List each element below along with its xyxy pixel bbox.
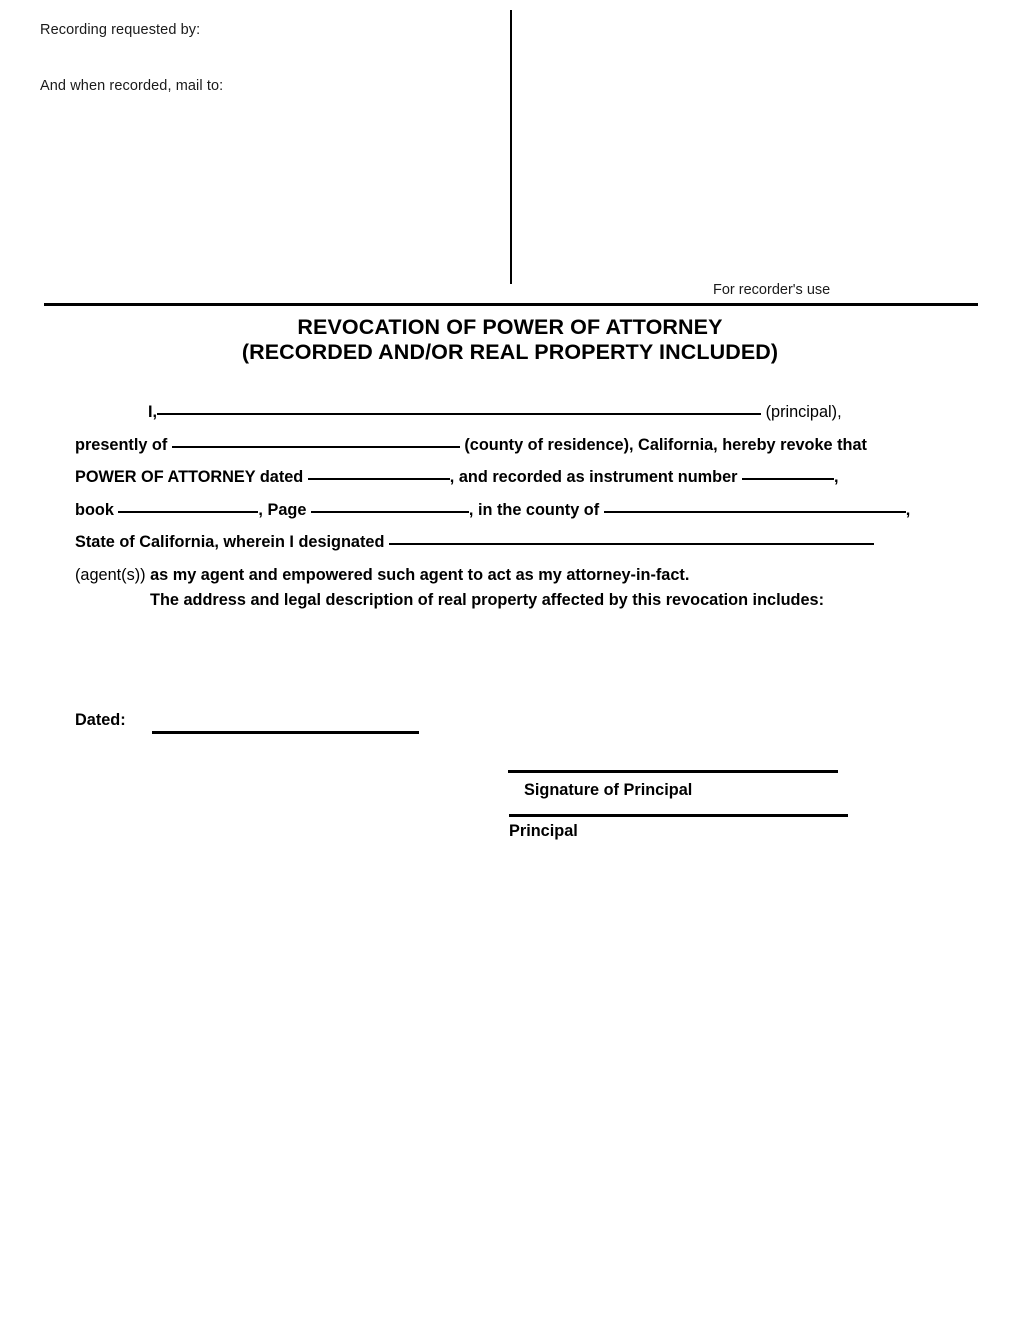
body-line-designated [75, 526, 955, 559]
body-lead-book: book [75, 500, 114, 519]
signature-of-principal-caption: Signature of Principal [524, 781, 693, 799]
document-title-line-1: REVOCATION OF POWER OF ATTORNEY [297, 315, 723, 339]
instrument-number-fill-line[interactable] [742, 464, 834, 480]
header-separator-rule [44, 303, 978, 306]
body-lead-poa-dated: POWER OF ATTORNEY dated [75, 468, 304, 486]
principal-caption: Principal [509, 822, 578, 840]
page-fill-line[interactable] [311, 497, 469, 513]
body-residence-suffix: (county of residence), California, hereby revoke that [464, 435, 867, 454]
body-lead-presently-of: presently of [75, 435, 168, 454]
body-line3-comma: , [834, 468, 839, 486]
recording-requested-by-label: Recording requested by: [40, 22, 201, 38]
recorder-column-divider [510, 10, 512, 284]
body-line-book-page [75, 494, 955, 527]
dated-label: Dated: [75, 711, 126, 729]
principal-name-fill-line[interactable] [157, 399, 761, 415]
body-line-poa-dated [75, 461, 955, 494]
body-line-agents [75, 559, 955, 592]
poa-date-fill-line[interactable] [308, 464, 450, 480]
body-lead-state-designated: State of California, wherein I designated [75, 533, 385, 551]
for-recorders-use-label: For recorder's use [713, 282, 831, 298]
book-fill-line[interactable] [118, 497, 258, 513]
principal-name-print-fill-line[interactable] [509, 814, 848, 817]
recorder-header-block [0, 0, 1020, 305]
body-page-label: , Page [258, 500, 307, 519]
body-line-principal [75, 396, 955, 429]
legal-description-paragraph: The address and legal description of real property affected by this revocation includes: [150, 591, 825, 609]
agent-name-fill-line[interactable] [389, 529, 874, 545]
body-lead-i: I, [148, 403, 158, 421]
document-title-line-2: (RECORDED AND/OR REAL PROPERTY INCLUDED) [241, 340, 779, 364]
body-agents-parenthetical: (agent(s)) [75, 565, 146, 584]
body-in-the-county-of-label: , in the county of [468, 500, 600, 519]
county-of-fill-line[interactable] [604, 497, 906, 513]
body-line4-comma: , [905, 500, 911, 519]
body-principal-suffix: (principal), [765, 403, 842, 421]
signature-of-principal-fill-line[interactable] [508, 770, 838, 773]
body-agents-clause: as my agent and empowered such agent to act as my attorney-in-fact. [150, 565, 690, 584]
document-title [0, 315, 1020, 365]
and-when-recorded-mail-to-label: And when recorded, mail to: [40, 78, 224, 94]
county-of-residence-fill-line[interactable] [172, 432, 460, 448]
dated-fill-line[interactable] [152, 731, 419, 734]
document-body [75, 396, 955, 591]
body-line-residence [75, 429, 955, 462]
body-instrument-number-label: , and recorded as instrument number [449, 468, 738, 486]
